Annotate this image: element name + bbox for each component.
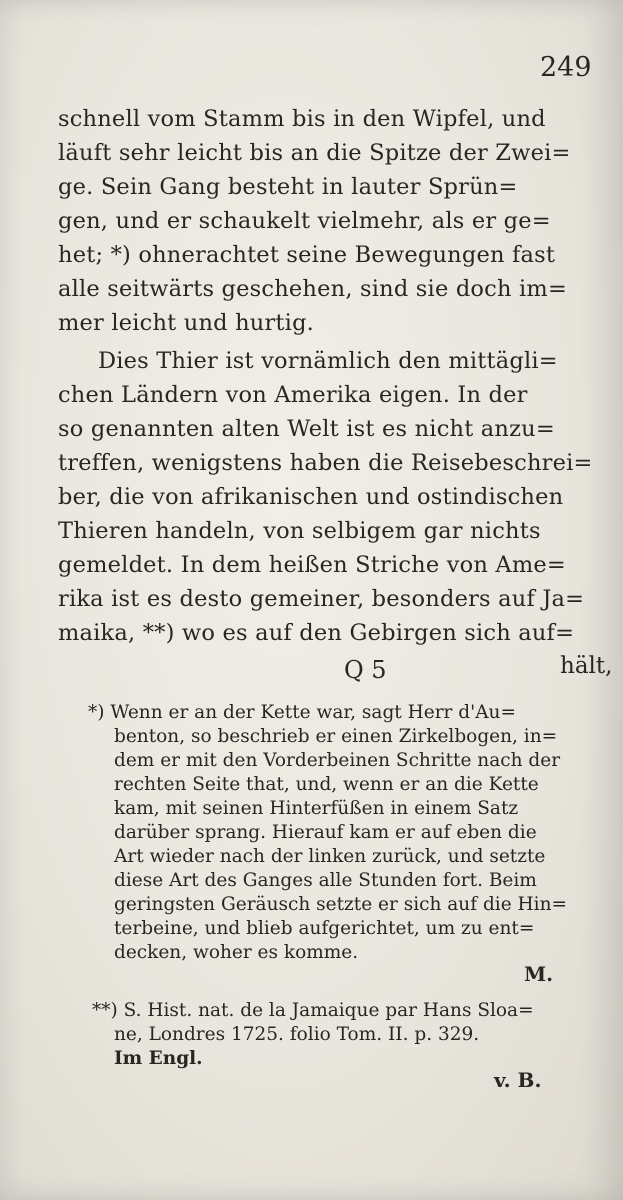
signature-mark: Q 5 bbox=[344, 656, 387, 684]
catchword: hält, bbox=[560, 653, 613, 679]
text-line: läuft sehr leicht bis an die Spitze der Zwei= bbox=[58, 140, 571, 166]
text-line: Dies Thier ist vornämlich den mittägli= bbox=[98, 348, 558, 374]
text-line: ge. Sein Gang besteht in lauter Sprün= bbox=[58, 174, 518, 200]
footnote-line: kam, mit seinen Hinterfüßen in einem Satz bbox=[114, 798, 519, 819]
footnote-line: Art wieder nach der linken zurück, und setzte bbox=[114, 846, 546, 867]
text-line: treffen, wenigstens haben die Reisebeschrei= bbox=[58, 450, 593, 476]
text-line: schnell vom Stamm bis in den Wipfel, und bbox=[58, 106, 546, 132]
footnote-line: decken, woher es komme. bbox=[114, 942, 359, 963]
footnote-line: terbeine, und blieb aufgerichtet, um zu ent= bbox=[114, 918, 535, 939]
text-line: rika ist es desto gemeiner, besonders auf Ja= bbox=[58, 586, 585, 612]
footnote-line: Im Engl. bbox=[114, 1048, 203, 1069]
page-number: 249 bbox=[540, 52, 592, 83]
footnote-line: ne, Londres 1725. folio Tom. II. p. 329. bbox=[114, 1024, 480, 1045]
text-line: ber, die von afrikanischen und ostindischen bbox=[58, 484, 564, 510]
text-line: alle seitwärts geschehen, sind sie doch im= bbox=[58, 276, 567, 302]
footnote-line: **) S. Hist. nat. de la Jamaique par Hans Sloa= bbox=[92, 1000, 534, 1021]
text-line: gen, und er schaukelt vielmehr, als er ge= bbox=[58, 208, 551, 234]
text-line: het; *) ohnerachtet seine Bewegungen fast bbox=[58, 242, 556, 268]
text-line: Thieren handeln, von selbigem gar nichts bbox=[58, 518, 541, 544]
text-line: maika, **) wo es auf den Gebirgen sich auf= bbox=[58, 620, 575, 646]
footnote-line: diese Art des Ganges alle Stunden fort. Beim bbox=[114, 870, 537, 891]
footnote-signature: M. bbox=[524, 962, 554, 986]
footnote-line: benton, so beschrieb er einen Zirkelbogen, in= bbox=[114, 726, 558, 747]
text-line: gemeldet. In dem heißen Striche von Ame= bbox=[58, 552, 566, 578]
text-line: mer leicht und hurtig. bbox=[58, 310, 315, 336]
footnote-line: rechten Seite that, und, wenn er an die Kette bbox=[114, 774, 539, 795]
footnote-signature: v. B. bbox=[494, 1068, 542, 1092]
text-line: chen Ländern von Amerika eigen. In der bbox=[58, 382, 528, 408]
footnote-line: darüber sprang. Hierauf kam er auf eben die bbox=[114, 822, 537, 843]
footnote-line: dem er mit den Vorderbeinen Schritte nach der bbox=[114, 750, 561, 771]
footnote-line: geringsten Geräusch setzte er sich auf die Hin= bbox=[114, 894, 567, 915]
text-line: so genannten alten Welt ist es nicht anzu= bbox=[58, 416, 555, 442]
footnote-line: *) Wenn er an der Kette war, sagt Herr d'Au= bbox=[88, 702, 516, 723]
